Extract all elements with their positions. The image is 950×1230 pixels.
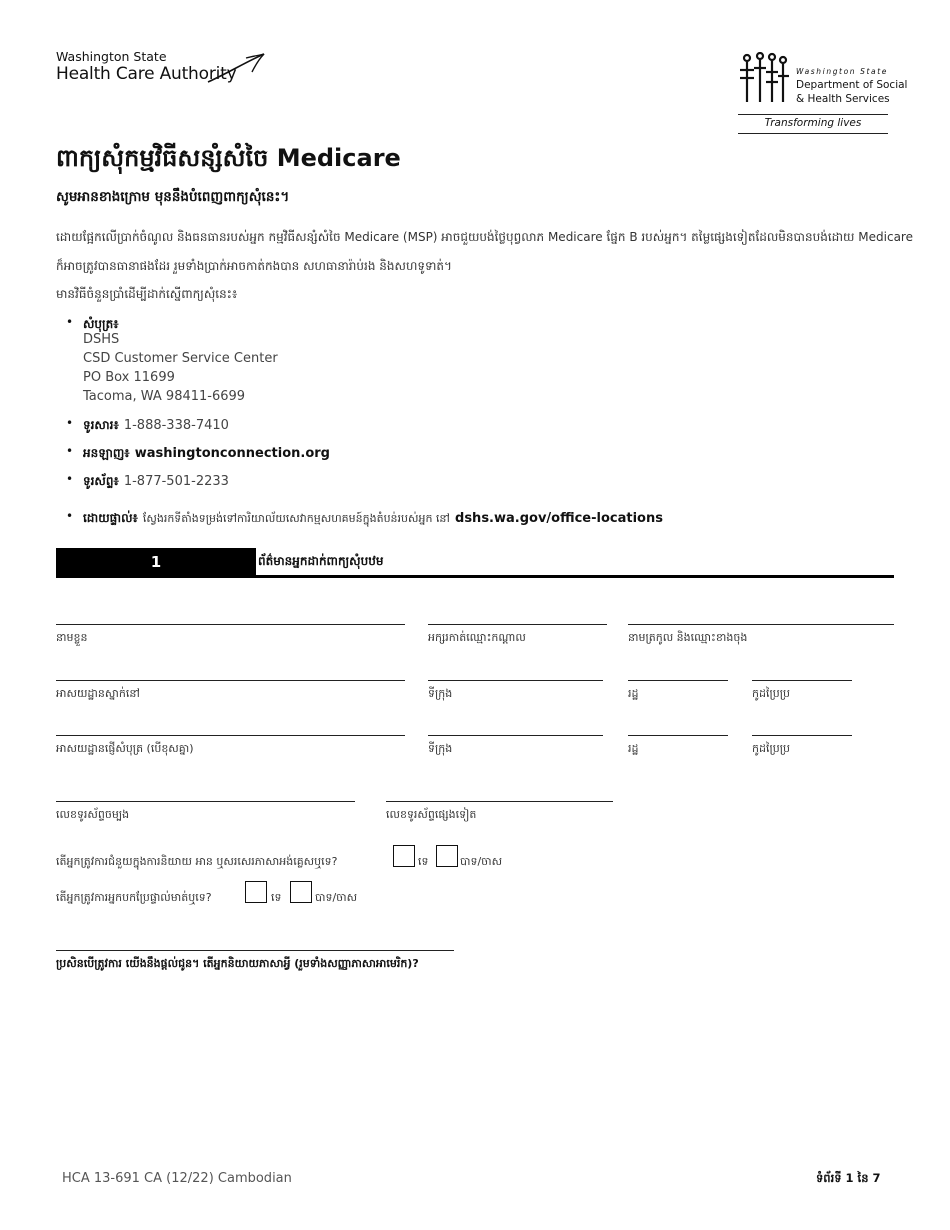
state-field[interactable] xyxy=(628,680,728,681)
dshs-divider xyxy=(738,114,888,115)
page-number: ទំព័រទី 1 នៃ 7 xyxy=(816,1171,881,1185)
mail-label: សំបុត្រ៖ xyxy=(83,317,119,331)
mailing-zip-field[interactable] xyxy=(752,735,852,736)
last-name-field[interactable] xyxy=(628,624,894,625)
english-help-no-checkbox[interactable] xyxy=(393,845,415,867)
intro-line-1: ដោយផ្អែកលើប្រាក់ចំណូល និងធនធានរបស់អ្នក កម្មវិធីសន្សំសំចៃ Medicare (MSP) អាចជួយបង់ថ្លៃបុព្វលាភ Medicare ផ្នែក B របស់អ្នក។ តម្លៃផ្សេងទៀតដែលមិនបានបង់ដោយ Medicare xyxy=(56,230,913,244)
city-label: ទីក្រុង xyxy=(428,687,453,700)
bullet-icon: • xyxy=(66,315,74,329)
fax-number: 1-888-338-7410 xyxy=(123,418,229,433)
dshs-divider xyxy=(738,133,888,134)
home-address-label: អាសយដ្ឋានស្នាក់នៅ xyxy=(56,687,140,700)
mailing-state-label: រដ្ឋ xyxy=(628,742,639,755)
bullet-icon: • xyxy=(66,416,74,430)
primary-phone-label: លេខទូរស័ព្ទចម្បង xyxy=(56,808,130,821)
primary-phone-field[interactable] xyxy=(56,801,355,802)
zip-label: កូដប្រៃប្រ xyxy=(752,687,790,700)
intro-line-2: ក៏អាចត្រូវបានធានាផងដែរ រួមទាំងប្រាក់អាចកាត់កងបាន សហធានារ៉ាប់រង និងសហទូទាត់។ xyxy=(56,259,452,273)
mailing-address-field[interactable] xyxy=(56,735,405,736)
first-name-field[interactable] xyxy=(56,624,405,625)
online-link[interactable]: washingtonconnection.org xyxy=(134,446,330,461)
dshs-logo-line1: Department of Social xyxy=(796,79,908,91)
page-subtitle: សូមអានខាងក្រោម មុននឹងបំពេញពាក្យសុំនេះ។ xyxy=(56,189,290,205)
city-field[interactable] xyxy=(428,680,603,681)
mailing-city-field[interactable] xyxy=(428,735,603,736)
section-rule xyxy=(56,575,894,578)
mail-address xyxy=(83,330,278,406)
mailing-zip-label: កូដប្រៃប្រ xyxy=(752,742,790,755)
interpreter-no-checkbox[interactable] xyxy=(245,881,267,903)
inperson-text: ស្វែងរកទីតាំងទម្រង់ទៅការិយាល័យសេវាកម្មសហគមន៍ក្នុងតំបន់របស់អ្នក នៅ xyxy=(142,512,450,525)
mailing-state-field[interactable] xyxy=(628,735,728,736)
bullet-icon: • xyxy=(66,509,74,523)
dshs-people-icon xyxy=(738,52,790,104)
office-locations-link[interactable]: dshs.wa.gov/office-locations xyxy=(455,511,663,526)
english-help-yes-label: បាទ/ចាស xyxy=(460,855,503,868)
hca-logo-state: Washington State xyxy=(56,49,167,64)
english-help-no-label: ទេ xyxy=(418,855,429,868)
interpreter-yes-label: បាទ/ចាស xyxy=(315,891,358,904)
page-title: ពាក្យសុំកម្មវិធីសន្សំសំចៃ Medicare xyxy=(56,144,401,172)
hca-logo xyxy=(56,50,266,90)
dshs-logo-line2: & Health Services xyxy=(796,93,890,105)
hca-logo-name: Health Care Authority xyxy=(56,64,237,84)
online-method xyxy=(83,442,330,463)
language-field[interactable] xyxy=(56,950,454,951)
online-label: អនឡាញ៖ xyxy=(83,446,130,460)
middle-initial-label: អក្សរកាត់ឈ្មោះកណ្តាល xyxy=(428,631,526,644)
language-question: ប្រសិនបើត្រូវការ យើងនឹងផ្តល់ជូន។ តើអ្នកនិយាយភាសាអ្វី (រួមទាំងសញ្ញាភាសាអាមេរិក)? xyxy=(56,957,419,970)
other-phone-field[interactable] xyxy=(386,801,613,802)
state-label: រដ្ឋ xyxy=(628,687,639,700)
home-address-field[interactable] xyxy=(56,680,405,681)
interpreter-yes-checkbox[interactable] xyxy=(290,881,312,903)
bullet-icon: • xyxy=(66,472,74,486)
form-id: HCA 13-691 CA (12/22) Cambodian xyxy=(62,1171,292,1186)
mailing-address-label: អាសយដ្ឋានផ្ញើសំបុត្រ (បើខុសគ្នា) xyxy=(56,742,194,755)
mail-address-line: DSHS xyxy=(83,332,120,347)
dshs-logo-state: Washington State xyxy=(796,67,888,76)
fax-method xyxy=(83,414,229,435)
interpreter-no-label: ទេ xyxy=(271,891,282,904)
intro-line-3: មានវិធីចំនួនប្រាំដើម្បីដាក់ស្នើពាក្យសុំនេះ៖ xyxy=(56,287,238,301)
section-title: ព័ត៌មានអ្នកដាក់ពាក្យសុំបឋម xyxy=(258,554,384,568)
bullet-icon: • xyxy=(66,444,74,458)
inperson-label: ដោយផ្ទាល់៖ xyxy=(83,511,138,525)
section-number: 1 xyxy=(56,548,256,576)
inperson-method xyxy=(83,507,663,528)
dshs-tagline: Transforming lives xyxy=(764,117,862,129)
fax-label: ទូរសារ៖ xyxy=(83,418,119,432)
dshs-logo xyxy=(738,52,908,136)
phone-label: ទូរស័ព្ទ៖ xyxy=(83,474,119,488)
mail-address-line: PO Box 11699 xyxy=(83,370,175,385)
mail-address-line: Tacoma, WA 98411-6699 xyxy=(83,389,246,404)
mailing-city-label: ទីក្រុង xyxy=(428,742,453,755)
english-help-yes-checkbox[interactable] xyxy=(436,845,458,867)
last-name-label: នាមត្រកូល និងឈ្មោះខាងចុង xyxy=(628,631,748,644)
first-name-label: នាមខ្លួន xyxy=(56,631,88,644)
zip-field[interactable] xyxy=(752,680,852,681)
phone-method xyxy=(83,470,229,491)
english-help-question: តើអ្នកត្រូវការជំនួយក្នុងការនិយាយ អាន ឬសរសេរភាសាអង់គ្លេសឬទេ? xyxy=(56,855,338,868)
phone-number: 1-877-501-2233 xyxy=(123,474,229,489)
interpreter-question: តើអ្នកត្រូវការអ្នកបកប្រែផ្ទាល់មាត់ឬទេ? xyxy=(56,891,212,904)
other-phone-label: លេខទូរស័ព្ទផ្សេងទៀត xyxy=(386,808,477,821)
hca-swoosh-icon xyxy=(206,52,266,86)
middle-initial-field[interactable] xyxy=(428,624,607,625)
mail-address-line: CSD Customer Service Center xyxy=(83,351,278,366)
